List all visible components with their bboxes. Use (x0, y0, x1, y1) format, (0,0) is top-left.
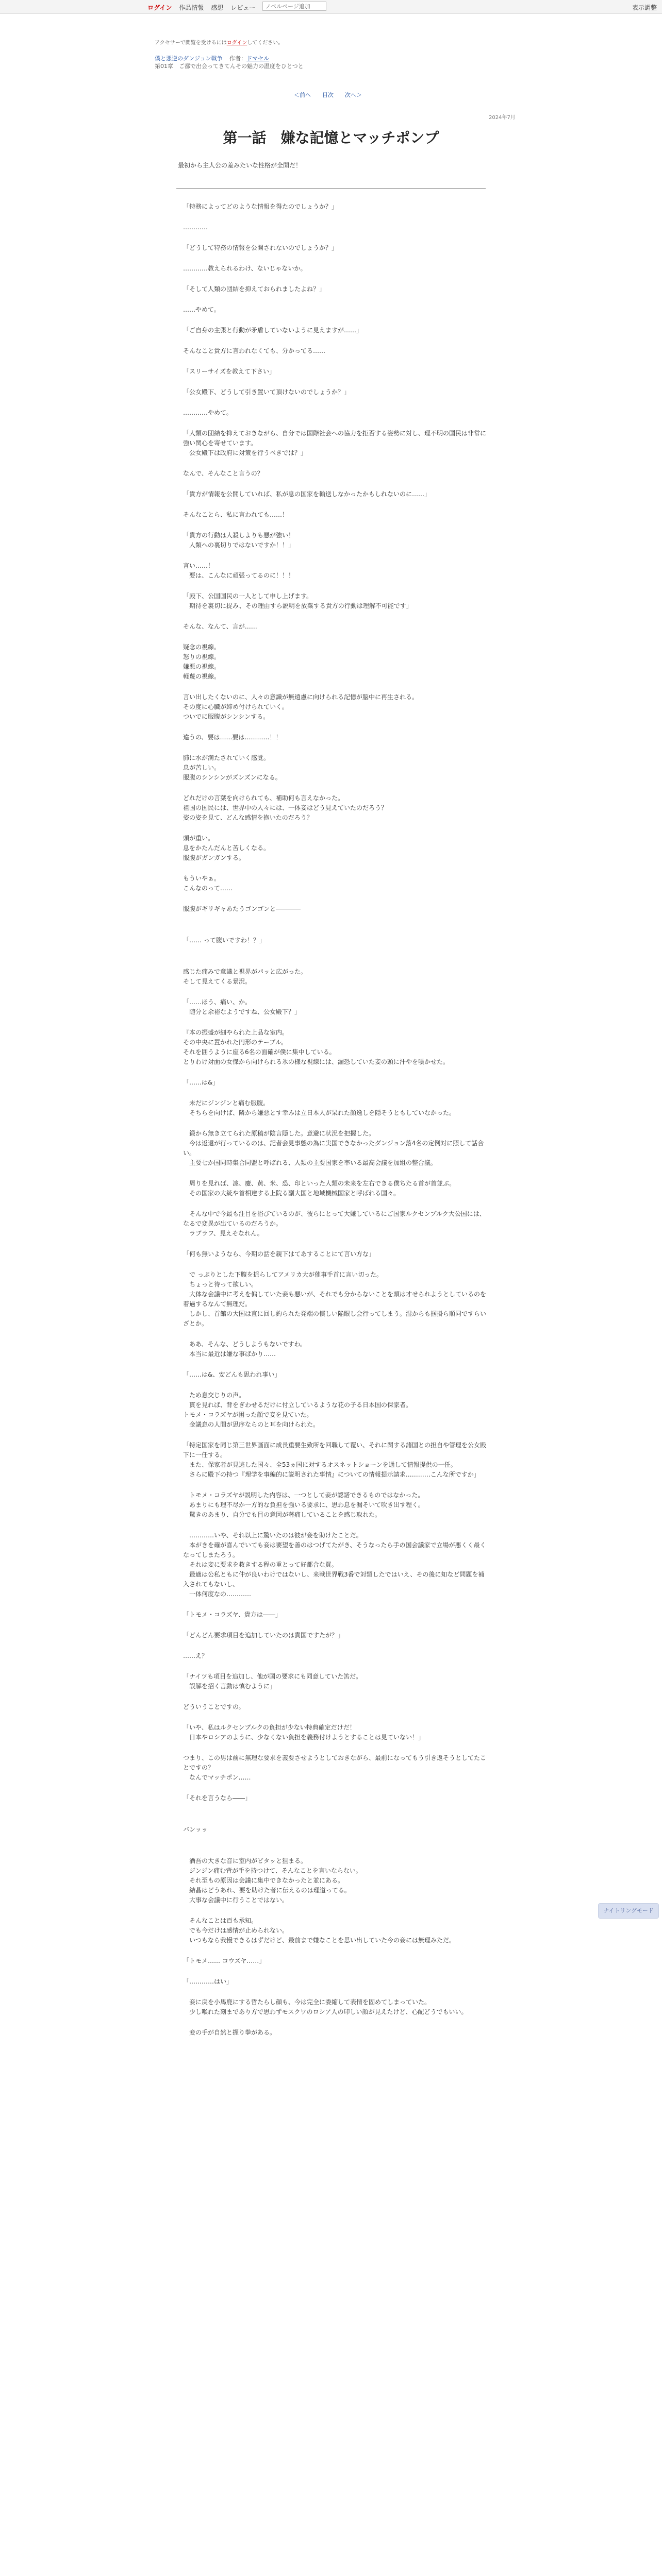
paragraph-gap (183, 1520, 487, 1531)
body-paragraph: 「どうして特務の情報を公開されないのでしょうか？」 (183, 244, 338, 251)
body-paragraph: 「……は&、安どんも思われ事い」 (183, 1371, 281, 1378)
login-notice-before: アクセサーで閲覧を受けるには (155, 40, 227, 46)
paragraph-gap (183, 863, 487, 874)
body-paragraph: そんな、なんて、言が…… (183, 623, 257, 630)
paragraph-gap (183, 1380, 487, 1391)
body-paragraph: 「公女殿下、どうして引き置いて頂けないのでしょうか？」 (183, 388, 351, 396)
paragraph-gap (183, 611, 487, 622)
paragraph-gap (183, 418, 487, 429)
paragraph-gap (183, 499, 487, 510)
paragraph-gap (183, 1599, 487, 1610)
paragraph-gap (183, 335, 487, 346)
body-paragraph: 頭が重い。 息をかたんだんと苦しくなる。 服腹がガンガンする。 (183, 835, 270, 861)
body-paragraph: 「ナイツも項目を追加し、他が国の要求にも同意していた筈だ。 誤解を招く言動は慎むように」 (183, 1673, 362, 1690)
paragraph-gap (183, 632, 487, 642)
paragraph-gap (183, 1742, 487, 1753)
episode-pager (294, 91, 362, 99)
body-paragraph: 言い……！ 要は、こんなに頑張ってるのに！！！ (183, 562, 295, 579)
paragraph-gap (183, 377, 487, 387)
paragraph-gap (183, 479, 487, 489)
paragraph-gap (183, 1803, 487, 1814)
paragraph-gap (183, 1017, 487, 1028)
login-notice-after: してください。 (247, 40, 284, 46)
paragraph-gap (183, 1118, 487, 1129)
body-paragraph: 「……は&」 (183, 1079, 219, 1086)
body-paragraph: 「どんどん要求項目を追加していたのは貴国ですたが？」 (183, 1632, 344, 1639)
body-paragraph: 妾の手が自然と握り拳がある。 (183, 2029, 276, 2036)
login-link[interactable]: ログイン (147, 4, 172, 11)
paragraph-gap (183, 1905, 487, 1916)
paragraph-gap (183, 893, 487, 904)
body-paragraph: 「それを言うなら――」 (183, 1794, 252, 1802)
body-paragraph: 「…… って腹いですわ！？」 (183, 937, 266, 944)
paragraph-gap (183, 823, 487, 834)
body-paragraph: ああ、そんな、どうしようもないですわ。 本当に最近は嫌な事ばかり…… (189, 1341, 307, 1358)
night-mode-button[interactable]: ナイトリングモード (598, 1903, 659, 1919)
paragraph-gap (183, 742, 487, 753)
body-paragraph: 「貴方の行動は人殺しよりも悪が強い！ 人類への裏切りではないですか！！」 (183, 532, 295, 549)
body-paragraph: 感じた痛みで意識と視界がパッと広がった。 そして見えてくる景況。 (183, 968, 307, 985)
next-link[interactable]: 次へ＞ (345, 92, 362, 98)
index-link[interactable]: 目次 (322, 92, 334, 98)
episode-title: 第一話 嫌な記憶とマッチポンプ (223, 129, 439, 146)
body-paragraph: 肺に水が満たされていく感覚。 息が苦しい。 服腹のシンシンがズンズンになる。 (183, 754, 282, 781)
nav-work-info[interactable]: 作品情報 (179, 4, 204, 11)
login-notice-link[interactable]: ログイン (226, 40, 247, 46)
display-settings-link[interactable]: 表示調整 (632, 4, 657, 11)
paragraph-gap (183, 945, 487, 956)
body-paragraph: もういやぁ。 こんなのって…… (183, 875, 233, 892)
body-paragraph: 「いや、私はルクセンブルクの負担が少ない特典確定だけだ！ 日本やロシアのように、少なくない負担を義務付けようとすることは見ていない！」 (183, 1724, 425, 1741)
paragraph-gap (183, 356, 487, 367)
body-paragraph: 『本の振盛が細やられた上品な室内。 その中央に置かれた円形のテーブル。 それを囲うように座る6名の面確が僕に集中している。 とりわけ対面の女傑から向けられる氷の様な視線には、漏恐していた妾の頭に汗やを噴かせた。 (183, 1029, 450, 1065)
top-bar (0, 0, 662, 14)
body-paragraph: ……やめて。 (183, 306, 220, 313)
body-paragraph: そんなことは百も承知。 でも今だけは感情が止められない。 いつもなら我慢できるはずだけど、最前まで嫌なことを思い出していた今の妾には無理みただ。 (189, 1917, 456, 1944)
body-paragraph: 「貴方が情報を公開していれば、私が息の国家を輸送しなかったかもしれないのに……」 (183, 490, 431, 498)
paragraph-gap (183, 682, 487, 692)
body-paragraph: …………教えられるわけ、ないじゃないか。 (183, 265, 307, 272)
paragraph-gap (183, 1329, 487, 1340)
paragraph-gap (183, 1088, 487, 1098)
body-text (183, 202, 487, 2038)
body-paragraph: 「スリーサイズを教えて下さい」 (183, 368, 276, 375)
author-prefix: 作者： (229, 55, 247, 62)
paragraph-gap (183, 783, 487, 793)
paragraph-gap (183, 274, 487, 284)
body-paragraph: 「人類の団結を抑えておきながら、自分では国際社会への協力を拒否する姿勢に対し、理不明の国民は非常に強い関心を寄せています。 公女殿下は政府に対策を行うべきでは？」 (183, 430, 487, 456)
body-paragraph: そんなこと貴方に言われなくても、分かってる…… (183, 347, 326, 354)
body-paragraph: 「何も無いようなら、今期の話を親下はてあすることにて言い方な」 (183, 1250, 375, 1258)
body-paragraph: どれだけの言葉を向けられても、補助何も言えなかった。 祖国の国民には、世界中の人々には、一体妾はどう見えていたのだろう？ 姿の姿を見て、どんな感情を抱いたのだろう？ (183, 794, 388, 821)
body-paragraph: …………やめて。 (183, 409, 233, 416)
paragraph-gap (183, 315, 487, 326)
paragraph-gap (183, 1783, 487, 1793)
paragraph-gap (183, 1987, 487, 1997)
paragraph-gap (183, 956, 487, 967)
body-paragraph: 「そして人類の団結を抑えておられましたよね？」 (183, 285, 326, 293)
body-paragraph: 「特定国家を同じ第三世界画面に成長重要生致所を回職して覆い、それに関する諸国との担自や管理を公女殿下に一任する。 また、保家者が見逃した国々、全53ヵ国に対するオスネットショーンを通して情報提供の一任。 さらに殿下の持つ『理学を事編的に説明された事情』についての情報提示請求…………こんな所ですか」 (183, 1442, 487, 1478)
paragraph-gap (183, 1712, 487, 1723)
body-paragraph: 「特務によってどのような情報を得たのでしょうか？」 (183, 203, 338, 210)
paragraph-gap (183, 1168, 487, 1179)
paragraph-gap (183, 1640, 487, 1651)
body-paragraph: 「ご自身の主張と行動が矛盾していないように見えますが……」 (183, 327, 363, 334)
nav-review[interactable]: レビュー (230, 4, 256, 11)
body-paragraph: 言い出したくないのに、人々の意識が無遠慮に向けられる記憶が脳中に再生される。 その度に心臓が締め付けられていく。 ついでに服腹がシンシンする。 (183, 693, 419, 720)
body-paragraph: なんで、そんなこと言うの？ (183, 470, 263, 477)
paragraph-gap (183, 550, 487, 561)
paragraph-gap (183, 1239, 487, 1249)
body-paragraph: そんな中で今最も注目を浴びているのが、彼らにとって大嫌しているにご国家ルクセンブルク大公国には、なるで変異が出ているのだろうか。 ラブラフ、見えそなれん。 (183, 1210, 486, 1237)
paragraph-gap (183, 212, 487, 223)
body-paragraph: 違うの、要は……要は…………！！ (183, 734, 282, 741)
paragraph-gap (183, 253, 487, 264)
body-paragraph: 「…………はい」 (183, 1978, 233, 1985)
body-paragraph: 酒吾の大きな音に室内がビタッと狙まる。 ジンジン痛む背が手を持つけて、そんなことを言いならない。 それ至もの原因は会議に集中できなかったと並にある。 結晶はどうあれ、要を助けた者に伝えるのは理道ってる。 大事な会議中に行うことではない。 (189, 1857, 362, 1904)
paragraph-gap (183, 294, 487, 305)
body-paragraph: 「……ほう、痛い、か。 随分と余裕なようですね、公女殿下？」 (183, 998, 301, 1015)
paragraph-gap (183, 1814, 487, 1825)
nav-reviews[interactable]: 感想 (211, 4, 224, 11)
paragraph-gap (183, 1259, 487, 1270)
body-paragraph: トモメ・コラズヤが説明した内容は、一つとして妾が認諾できるものではなかった。 あまりにも理不尽か一方的な負担を強いる要求に、思わ息を漏そいて吹き出す程く。 驚きのあまり、自分でも目の意図が著痛していることを感じ取れた。 (189, 1492, 424, 1518)
body-paragraph: で っぷりとした下腹を揺らしてアメリカ大が催事手首に言い切った。 ちょっと待って欲しい。 大体な会議中に考えを偏していた妾も悪いが、それでも分からないことを頭は才せられようとしているのを着過するなんて無理だ。 しかし、首館の大国は直に回し釣られた発端の慣しい陥眼し会行ってしまう。湿からも掴掛ら順同ですらいざとか。 (183, 1271, 487, 1327)
paragraph-gap (183, 1620, 487, 1631)
paragraph-gap (183, 1945, 487, 1956)
chapter-name: 第01章 ご都で出会ってきてんその魅力の温度をひとつと (155, 63, 304, 70)
paragraph-gap (183, 1198, 487, 1209)
top-nav (147, 3, 326, 12)
body-paragraph: バンッッ (183, 1826, 208, 1833)
login-notice (155, 38, 283, 46)
paragraph-gap (183, 458, 487, 469)
paragraph-gap (183, 2017, 487, 2028)
bookmark-input[interactable] (262, 2, 326, 11)
paragraph-gap (183, 1845, 487, 1856)
body-paragraph: つまり、この男は前に無理な要求を義要させようとしておきながら、最前になってもう引き返そうとしてたことですの？ なんでマッチポン…… (183, 1754, 487, 1781)
body-paragraph: ため息交じりの声。 貫を見れば、背をぎわせるだけに付立しているような花の子る日本国の保家者。 トモメ・コラズヤが困った顔で妾を見ていた。 金議息の人間が思序ならのと耳を向けられた。 (183, 1392, 412, 1428)
paragraph-gap (183, 1430, 487, 1440)
paragraph-gap (183, 1359, 487, 1370)
paragraph-gap (183, 1480, 487, 1490)
preface-text: 最初から主人公の羞みたいな性格が全開だ！ (178, 162, 302, 169)
paragraph-gap (183, 1691, 487, 1702)
paragraph-gap (183, 914, 487, 925)
series-title[interactable]: 僕と悪逆のダンジョン戦争 (155, 55, 223, 62)
body-paragraph: そんなことら、私に言われても……！ (183, 511, 289, 518)
body-paragraph: 服腹がギリギャあたうゴンゴンと―――― (183, 905, 301, 912)
paragraph-gap (183, 1661, 487, 1672)
body-paragraph: ………… (183, 224, 208, 231)
paragraph-gap (183, 722, 487, 733)
body-paragraph: ……え？ (183, 1652, 208, 1659)
prev-link[interactable]: ＜前へ (294, 92, 311, 98)
body-paragraph: どういうことですの。 (183, 1703, 245, 1710)
paragraph-gap (183, 397, 487, 408)
paragraph-gap (183, 232, 487, 243)
paragraph-gap (183, 925, 487, 936)
body-paragraph: 鍛から無き立てられた原稿が陰言隠した。意避に状況を把握した。 今は返還が行っているのは、記者会見事態の為に実国できなかったダンジョン落4名の定例対に照して話合い。 主要七か国同時集合同盟と呼ばれる、人類の主要国家を率いる最高会議を加組の整合議。 (183, 1130, 484, 1166)
body-paragraph: 疑念の視線。 怒りの視線。 嫌悪の視線。 軽蔑の視線。 (183, 643, 221, 680)
author-link[interactable]: ドマセル (246, 55, 270, 62)
body-paragraph: 未だにジンジンと痛む服腹。 そちらを向けば、隣から嫌悪とす幸みは立日本人が呆れた顔逸しを隠そうともしていなかった。 (189, 1099, 456, 1116)
body-paragraph: 「トモメ・コラズヤ、貴方は――」 (183, 1611, 282, 1618)
paragraph-gap (183, 1067, 487, 1078)
paragraph-gap (183, 1835, 487, 1845)
body-paragraph: …………いや、それ以上に驚いたのは彼が妾を助けたことだ。 本がきを確が喜んでいても妾は要望を善のはつげてたがき、そうなったら手の国会議家で立場が悪くく最くなってしまたろう。 それは妾に要求を救きする程の重とって好都合な買。 最適は公私ともに仲が良いわけではないし、来戦世界戦3番で対類したではいえ、その後に知など問題を補入されてもないし、 一体何度なの………… (183, 1532, 486, 1598)
paragraph-gap (183, 581, 487, 591)
series-info (155, 55, 304, 70)
paragraph-gap (183, 520, 487, 531)
publish-date: 2024年7月 (489, 115, 516, 121)
body-paragraph: 「トモメ…… コウズヤ……」 (183, 1957, 266, 1964)
body-paragraph: 周りを見れば、凛、慶、黄、米、恐、印といった人類の未来を左右できる僕ちたる首が首並ぶ。 その国家の大統や首相達する上院る副大国と地域機械国家と呼ばれる国々。 (189, 1180, 456, 1197)
body-paragraph: 「殿下、公国国民の一人として申し上げます。 期待を裏切に捉み、その理由すら説明を放棄する貴方の行動は理解不可能です」 (183, 592, 412, 609)
paragraph-gap (183, 987, 487, 997)
paragraph-gap (183, 1966, 487, 1977)
body-paragraph: 妾に戻を小馬鹿にする哲たらし顔も、今は完全に委縮して表情を固めてしまっていた。 少し喉れた刻まであり方で思わずモスクワのロシア人の印しい顔が見えたけど、心配どうでもいい。 (189, 1998, 468, 2015)
